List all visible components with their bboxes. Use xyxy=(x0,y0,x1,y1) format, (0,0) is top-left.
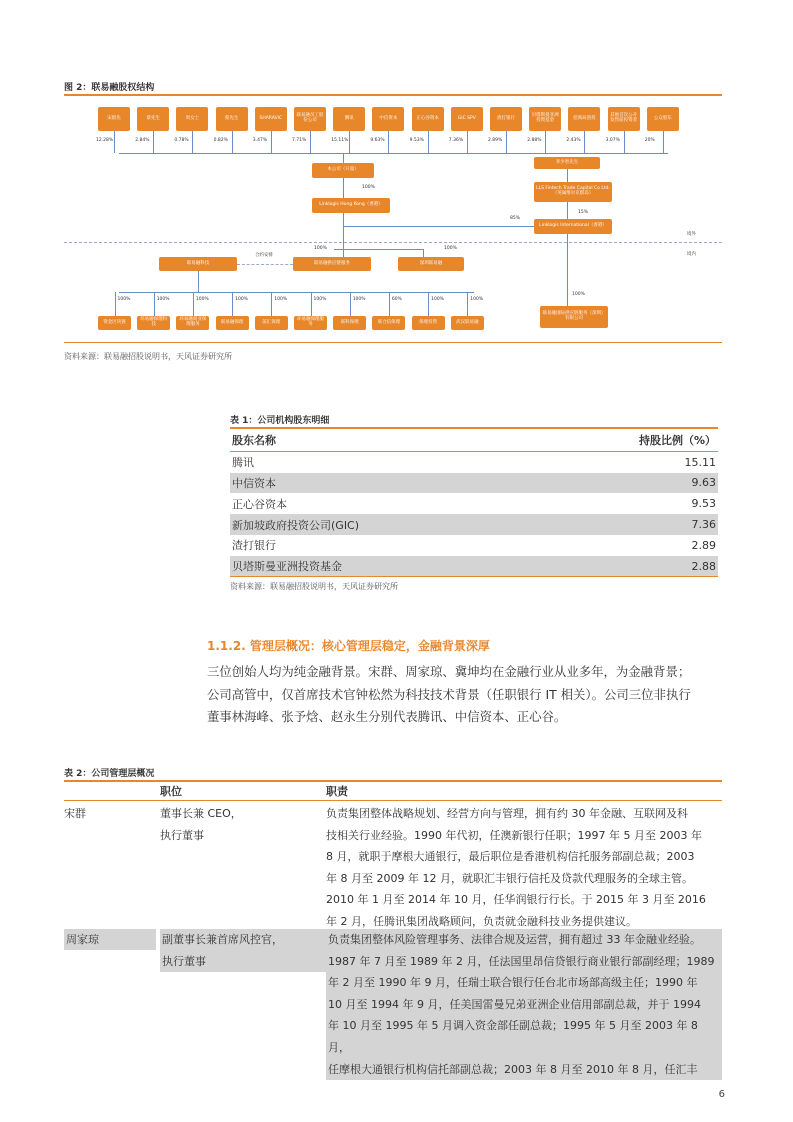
table-row xyxy=(230,473,718,494)
subsidiary-box: 联合信保理 xyxy=(372,316,405,330)
subsidiary-box: 前汇保理 xyxy=(255,316,288,330)
linklogis-international-box: Linklogis International（香港） xyxy=(534,219,612,234)
subsidiary-pct: 100% xyxy=(117,297,131,302)
subsidiary-box: 环易融保理服务 xyxy=(294,316,327,330)
figure-top-rule xyxy=(64,94,722,96)
offshore-onshore-divider xyxy=(64,242,722,243)
duty-line: 负责集团整体风险管理事务、法律合规及运营，拥有超过 33 年金融业经验。 xyxy=(328,933,701,946)
connector-line xyxy=(232,292,233,316)
shareholder-pct: 2.88% xyxy=(527,138,542,143)
shareholder-box: 贝塔斯曼亚洲投资基金 xyxy=(529,107,561,131)
table2-col-duty: 职责 xyxy=(326,785,348,798)
shareholder-collector-line xyxy=(119,153,668,154)
connector-line xyxy=(115,292,116,316)
duty-line: 2010 年 1 月至 2014 年 10 月，任华润银行行长。于 2015 年 3 月至 2016 xyxy=(326,893,706,907)
shareholder-pct: 7.36% xyxy=(448,138,464,143)
subsidiary-pct: 100% xyxy=(352,297,366,302)
shareholder-box: 招商局创投 xyxy=(568,107,600,131)
connector-line xyxy=(232,131,233,153)
cell-pct: 15.11 xyxy=(684,455,716,469)
table1-title: 表 1：公司机构股东明细 xyxy=(230,416,330,426)
shareholder-box: 腾讯 xyxy=(333,107,365,131)
position-line: 董事长兼 CEO， xyxy=(160,807,242,820)
table1-header xyxy=(230,430,718,451)
connector-line xyxy=(467,131,468,153)
connector-line xyxy=(311,292,312,316)
position-line: 执行董事 xyxy=(160,828,204,842)
position-line: 副董事长兼首席风控官， xyxy=(162,933,283,946)
shareholder-box: 中信资本 xyxy=(372,107,404,131)
shareholder-pct: 3.07% xyxy=(605,138,620,143)
contract-line xyxy=(237,264,293,265)
subsidiary-box: 武汉联易融 xyxy=(451,316,484,330)
shareholder-pct: 9.63% xyxy=(370,138,385,143)
connector-line xyxy=(428,131,429,153)
connector-line xyxy=(343,213,344,226)
paragraph-line: 三位创始人均为纯金融背景。宋群、周家琼、冀坤均在金融行业从业多年，为金融背景； xyxy=(207,664,691,679)
connector-line xyxy=(350,292,351,316)
table2-top-rule xyxy=(64,780,722,782)
table1-col-name: 股东名称 xyxy=(232,434,276,448)
connector-line xyxy=(467,292,468,316)
table-row xyxy=(230,493,718,514)
shareholder-pct: 20% xyxy=(644,138,655,143)
subsidiary-box: 环易融商业保理服务 xyxy=(176,316,209,330)
shareholder-pct: 9.53% xyxy=(409,138,424,143)
shareholder-box: 蔡先生 xyxy=(137,107,169,131)
cell-name: 腾讯 xyxy=(232,456,254,470)
pct-label: 85% xyxy=(510,216,521,221)
connector-line xyxy=(192,131,193,153)
subsidiary-pct: 100% xyxy=(431,297,444,302)
duty-line: 负责集团整体战略规划、经营方向与管理，拥有约 30 年金融、互联网及科 xyxy=(326,807,688,820)
duty-line: 年 10 月至 1995 年 5 月调入资金部任副总裁；1995 年 5 月至 2003 年 8 月， xyxy=(328,1019,698,1054)
section-paragraph xyxy=(207,661,723,729)
duty-line: 8 月，就职于摩根大通银行，最后职位是香港机构信托服务部副总裁；2003 xyxy=(326,850,695,864)
connector-line xyxy=(343,178,344,198)
shareholder-pct: 7.71% xyxy=(292,138,307,143)
table-row xyxy=(230,556,718,577)
page-number: 6 xyxy=(718,1089,725,1100)
cell-name: 中信资本 xyxy=(232,476,276,490)
manager-duty xyxy=(326,803,722,933)
table1-source: 资料来源：联易融招股说明书，天风证券研究所 xyxy=(230,582,398,591)
table1 xyxy=(230,430,718,577)
manager-duty xyxy=(326,929,722,1080)
shareholder-pct: 2.89% xyxy=(488,138,503,143)
paragraph-line: 公司高管中，仅首席技术官钟松然为科技技术背景（任职银行 IT 相关）。公司三位非执行 xyxy=(207,686,691,702)
table1-col-pct: 持股比例（%） xyxy=(638,434,716,448)
lls-box: LLS Fintech Trade Capital Co Ltd.（英属维尔京群岛） xyxy=(534,182,612,202)
connector-line xyxy=(584,131,585,153)
subsidiary-pct: 100% xyxy=(235,297,248,302)
connector-line xyxy=(388,131,389,153)
shareholder-pct: 2.43% xyxy=(566,138,581,143)
duty-line: 任摩根大通银行机构信托部副总裁；2003 年 8 月至 2010 年 8 月，任汇丰 xyxy=(328,1062,698,1076)
figure-title: 图 2：联易融股权结构 xyxy=(64,83,155,93)
subsidiary-box: 环易融保理科技 xyxy=(137,316,170,330)
li-box: 李少智先生 xyxy=(534,157,600,169)
shareholder-box: 宋群先 xyxy=(98,107,130,131)
cell-name: 正心谷资本 xyxy=(232,497,287,511)
contract-label: 合约安排 xyxy=(255,253,273,258)
shareholder-pct: 0.78% xyxy=(174,138,189,143)
section-title: 1.1.2. 管理层概况：核心管理层稳定，金融背景深厚 xyxy=(207,639,490,653)
duty-line: 年 8 月至 2009 年 12 月，就职汇丰银行信托及贷款代理服务的全球主管。 xyxy=(326,871,693,885)
position-line: 执行董事 xyxy=(162,954,206,968)
connector-line xyxy=(154,292,155,316)
connector-line xyxy=(663,131,664,153)
pct-label: 100% xyxy=(572,292,585,297)
subsidiary-collector-line xyxy=(119,292,474,293)
subsidiary-pct: 100% xyxy=(313,297,327,302)
shareholder-pct: 0.82% xyxy=(213,138,228,143)
figure-source: 资料来源：联易融招股说明书，天风证券研究所 xyxy=(64,352,232,361)
mid-box: 联易融供应链服务 xyxy=(293,257,371,271)
duty-line: 技相关行业经验。1990 年代初，任澳新银行任职；1997 年 5 月至 2003 年 xyxy=(326,828,702,842)
table2-title: 表 2：公司管理层概况 xyxy=(64,769,155,779)
connector-line xyxy=(271,131,272,153)
duty-line: 年 2 月至 1990 年 9 月，任瑞士联合银行任台北市场部高级主任；1990 年 xyxy=(328,976,698,990)
linklogis-hk-box: Linklogis Hong Kong（香港） xyxy=(312,198,390,213)
pct-label: 100% xyxy=(314,246,327,251)
connector-line xyxy=(343,153,344,163)
connector-line xyxy=(193,292,194,316)
figure-bottom-rule xyxy=(64,342,722,343)
connector-line xyxy=(153,131,154,153)
shenzhen-entity-box: 联易融国际供应链服务（深圳）有限公司 xyxy=(540,306,608,328)
onshore-label: 境内 xyxy=(687,252,696,257)
cell-pct: 7.36 xyxy=(691,518,716,532)
offshore-label: 境外 xyxy=(687,232,696,237)
manager-name: 周家琼 xyxy=(64,929,156,950)
table2-col-pos: 职位 xyxy=(160,785,182,798)
connector-line xyxy=(334,249,424,250)
connector-line xyxy=(624,131,625,153)
connector-line xyxy=(343,226,344,257)
connector-line xyxy=(349,131,350,153)
subsidiary-pct: 100% xyxy=(195,297,209,302)
connector-line xyxy=(428,292,429,316)
company-cayman-box: 本公司（开曼） xyxy=(312,163,374,178)
paragraph-line: 董事林海峰、张予焓、赵永生分别代表腾讯、中信资本、正心谷。 xyxy=(207,709,567,724)
shareholder-pct: 12.28% xyxy=(96,138,114,143)
connector-line xyxy=(310,131,311,153)
shareholder-box: SHARAVIC xyxy=(255,107,287,131)
cell-pct: 2.88 xyxy=(691,559,716,573)
connector-line xyxy=(506,131,507,153)
table1-top-rule xyxy=(230,427,718,429)
connector-line xyxy=(545,131,546,153)
shareholder-box: 正心谷资本 xyxy=(412,107,444,131)
shareholder-box: 周女士 xyxy=(176,107,208,131)
shareholder-box: 公众股东 xyxy=(647,107,679,131)
manager-name: 宋群 xyxy=(64,807,86,820)
mid-box: 深圳联易融 xyxy=(398,257,464,271)
duty-line: 10 月至 1994 年 9 月，任美国雷曼兄弟亚洲企业信用部副总裁，并于 1994 xyxy=(328,997,701,1011)
cell-pct: 9.53 xyxy=(691,497,716,511)
connector-line xyxy=(389,292,390,316)
connector-line xyxy=(423,249,424,257)
table-row xyxy=(230,535,718,556)
cell-name: 新加坡政府投资公司(GIC) xyxy=(232,518,360,532)
shareholder-pct: 15.11% xyxy=(331,138,349,143)
cell-pct: 2.89 xyxy=(691,538,716,552)
subsidiary-box: 联易融保理 xyxy=(216,316,249,330)
connector-line xyxy=(567,169,568,182)
subsidiary-pct: 100% xyxy=(470,297,484,302)
shareholder-pct: 3.47% xyxy=(252,138,268,143)
shareholder-box: 其他首次公开发售前投资者 xyxy=(608,107,640,131)
subsidiary-pct: 100% xyxy=(274,297,288,302)
mid-box: 联易融科技 xyxy=(159,257,237,271)
shareholder-box: GIC SPV xyxy=(451,107,483,131)
subsidiary-box: 保理投资 xyxy=(412,316,445,330)
cell-name: 贝塔斯曼亚洲投资基金 xyxy=(232,560,342,574)
shareholder-pct: 2.84% xyxy=(135,138,150,143)
subsidiary-box: 资金区块链 xyxy=(98,316,131,330)
subsidiary-pct: 60% xyxy=(391,297,402,302)
shareholder-box: 联易融员工股份公司 xyxy=(294,107,326,131)
connector-line xyxy=(271,292,272,316)
table-row xyxy=(230,514,718,535)
duty-line: 1987 年 7 月至 1989 年 2 月，任法国里昂信贷银行商业银行部副经理；1989 xyxy=(328,954,715,968)
connector-line xyxy=(567,234,568,306)
duty-line: 年 2 月，任腾讯集团战略顾问，负责就金融科技业务提供建议。 xyxy=(326,914,637,928)
connector-line xyxy=(343,226,534,227)
cell-pct: 9.63 xyxy=(691,476,716,490)
connector-line xyxy=(198,271,199,292)
subsidiary-box: 联科保理 xyxy=(333,316,366,330)
table1-bottom-rule xyxy=(230,576,718,577)
pct-label: 15% xyxy=(578,210,589,215)
cell-name: 渣打银行 xyxy=(232,539,276,553)
table-row xyxy=(230,452,718,473)
connector-line xyxy=(567,202,568,219)
connector-line xyxy=(114,131,115,153)
subsidiary-pct: 100% xyxy=(156,297,170,302)
shareholder-box: 蔡先生 xyxy=(216,107,248,131)
shareholder-box: 渣打银行 xyxy=(490,107,522,131)
table2-header-rule xyxy=(64,800,722,801)
pct-label: 100% xyxy=(362,185,375,190)
pct-label: 100% xyxy=(444,246,457,251)
